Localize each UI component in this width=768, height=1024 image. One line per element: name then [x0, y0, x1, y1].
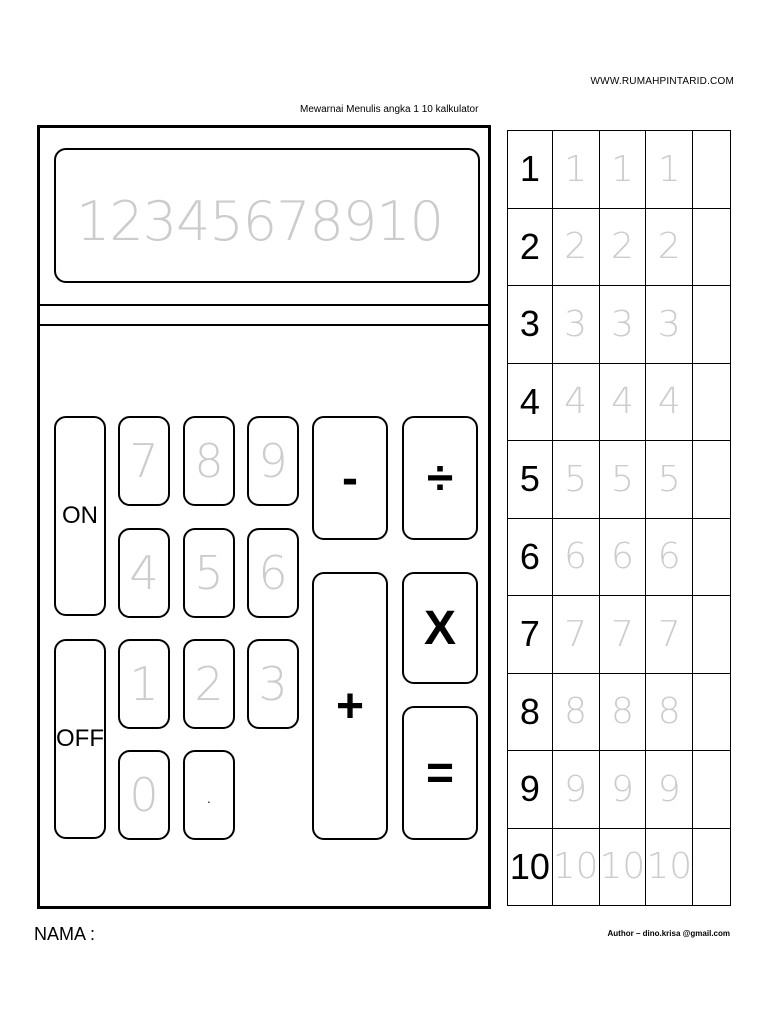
row-number: 5 — [508, 441, 553, 519]
row-number: 2 — [508, 208, 553, 286]
on-key[interactable]: ON — [54, 416, 106, 616]
display-divider-bottom — [40, 324, 488, 326]
blank-write-cell[interactable] — [693, 441, 731, 519]
key-5[interactable]: 5 — [183, 528, 235, 618]
trace-cell[interactable]: 3 — [599, 286, 646, 364]
trace-cell[interactable]: 7 — [646, 596, 693, 674]
equals-key[interactable]: = — [402, 706, 478, 840]
trace-cell[interactable]: 5 — [552, 441, 599, 519]
practice-row — [508, 751, 731, 829]
tracing-practice-table — [507, 130, 731, 906]
multiply-key[interactable]: X — [402, 572, 478, 684]
trace-cell[interactable]: 5 — [599, 441, 646, 519]
trace-cell[interactable]: 9 — [646, 751, 693, 829]
blank-write-cell[interactable] — [693, 828, 731, 906]
trace-cell[interactable]: 1 — [552, 131, 599, 209]
trace-cell[interactable]: 2 — [646, 208, 693, 286]
key-4[interactable]: 4 — [118, 528, 170, 618]
practice-row — [508, 208, 731, 286]
key-9[interactable]: 9 — [247, 416, 299, 506]
blank-write-cell[interactable] — [693, 131, 731, 209]
trace-cell[interactable]: 4 — [599, 363, 646, 441]
trace-cell[interactable]: 7 — [599, 596, 646, 674]
trace-cell[interactable]: 10 — [646, 828, 693, 906]
trace-cell[interactable]: 4 — [646, 363, 693, 441]
calculator — [37, 125, 491, 909]
blank-write-cell[interactable] — [693, 673, 731, 751]
row-number: 1 — [508, 131, 553, 209]
trace-cell[interactable]: 9 — [552, 751, 599, 829]
trace-cell[interactable]: 6 — [646, 518, 693, 596]
practice-row — [508, 131, 731, 209]
practice-row — [508, 518, 731, 596]
trace-cell[interactable]: 7 — [552, 596, 599, 674]
display-trace-digits: 12345678910 — [76, 190, 443, 253]
blank-write-cell[interactable] — [693, 363, 731, 441]
trace-cell[interactable]: 1 — [646, 131, 693, 209]
practice-row — [508, 363, 731, 441]
blank-write-cell[interactable] — [693, 208, 731, 286]
trace-cell[interactable]: 4 — [552, 363, 599, 441]
practice-row — [508, 286, 731, 364]
practice-row — [508, 673, 731, 751]
row-number: 7 — [508, 596, 553, 674]
trace-cell[interactable]: 6 — [599, 518, 646, 596]
name-label: NAMA : — [34, 924, 96, 944]
trace-cell[interactable]: 10 — [599, 828, 646, 906]
display-divider-top — [40, 304, 488, 306]
blank-write-cell[interactable] — [693, 596, 731, 674]
divide-key[interactable]: ÷ — [402, 416, 478, 540]
key-1[interactable]: 1 — [118, 639, 170, 729]
key-0[interactable]: 0 — [118, 750, 170, 840]
row-number: 3 — [508, 286, 553, 364]
trace-cell[interactable]: 9 — [599, 751, 646, 829]
trace-cell[interactable]: 3 — [552, 286, 599, 364]
key-3[interactable]: 3 — [247, 639, 299, 729]
trace-cell[interactable]: 3 — [646, 286, 693, 364]
trace-cell[interactable]: 8 — [552, 673, 599, 751]
off-key[interactable]: OFF — [54, 639, 106, 839]
worksheet-title: Mewarnai Menulis angka 1 10 kalkulator — [300, 104, 479, 115]
calculator-display — [54, 148, 480, 283]
row-number: 6 — [508, 518, 553, 596]
trace-cell[interactable]: 5 — [646, 441, 693, 519]
trace-cell[interactable]: 8 — [599, 673, 646, 751]
row-number: 8 — [508, 673, 553, 751]
trace-cell[interactable]: 10 — [552, 828, 599, 906]
blank-write-cell[interactable] — [693, 751, 731, 829]
key-decimal-point[interactable]: . — [183, 750, 235, 840]
minus-key[interactable]: - — [312, 416, 388, 540]
practice-row — [508, 441, 731, 519]
row-number: 4 — [508, 363, 553, 441]
key-6[interactable]: 6 — [247, 528, 299, 618]
trace-cell[interactable]: 2 — [552, 208, 599, 286]
plus-key[interactable]: + — [312, 572, 388, 840]
key-8[interactable]: 8 — [183, 416, 235, 506]
trace-cell[interactable]: 2 — [599, 208, 646, 286]
site-url: WWW.RUMAHPINTARID.COM — [590, 76, 734, 87]
key-2[interactable]: 2 — [183, 639, 235, 729]
trace-cell[interactable]: 8 — [646, 673, 693, 751]
practice-row — [508, 828, 731, 906]
blank-write-cell[interactable] — [693, 518, 731, 596]
trace-cell[interactable]: 6 — [552, 518, 599, 596]
row-number: 9 — [508, 751, 553, 829]
trace-cell[interactable]: 1 — [599, 131, 646, 209]
author-credit: Author – dino.krisa @gmail.com — [607, 929, 730, 938]
key-7[interactable]: 7 — [118, 416, 170, 506]
blank-write-cell[interactable] — [693, 286, 731, 364]
practice-row — [508, 596, 731, 674]
row-number: 10 — [508, 828, 553, 906]
